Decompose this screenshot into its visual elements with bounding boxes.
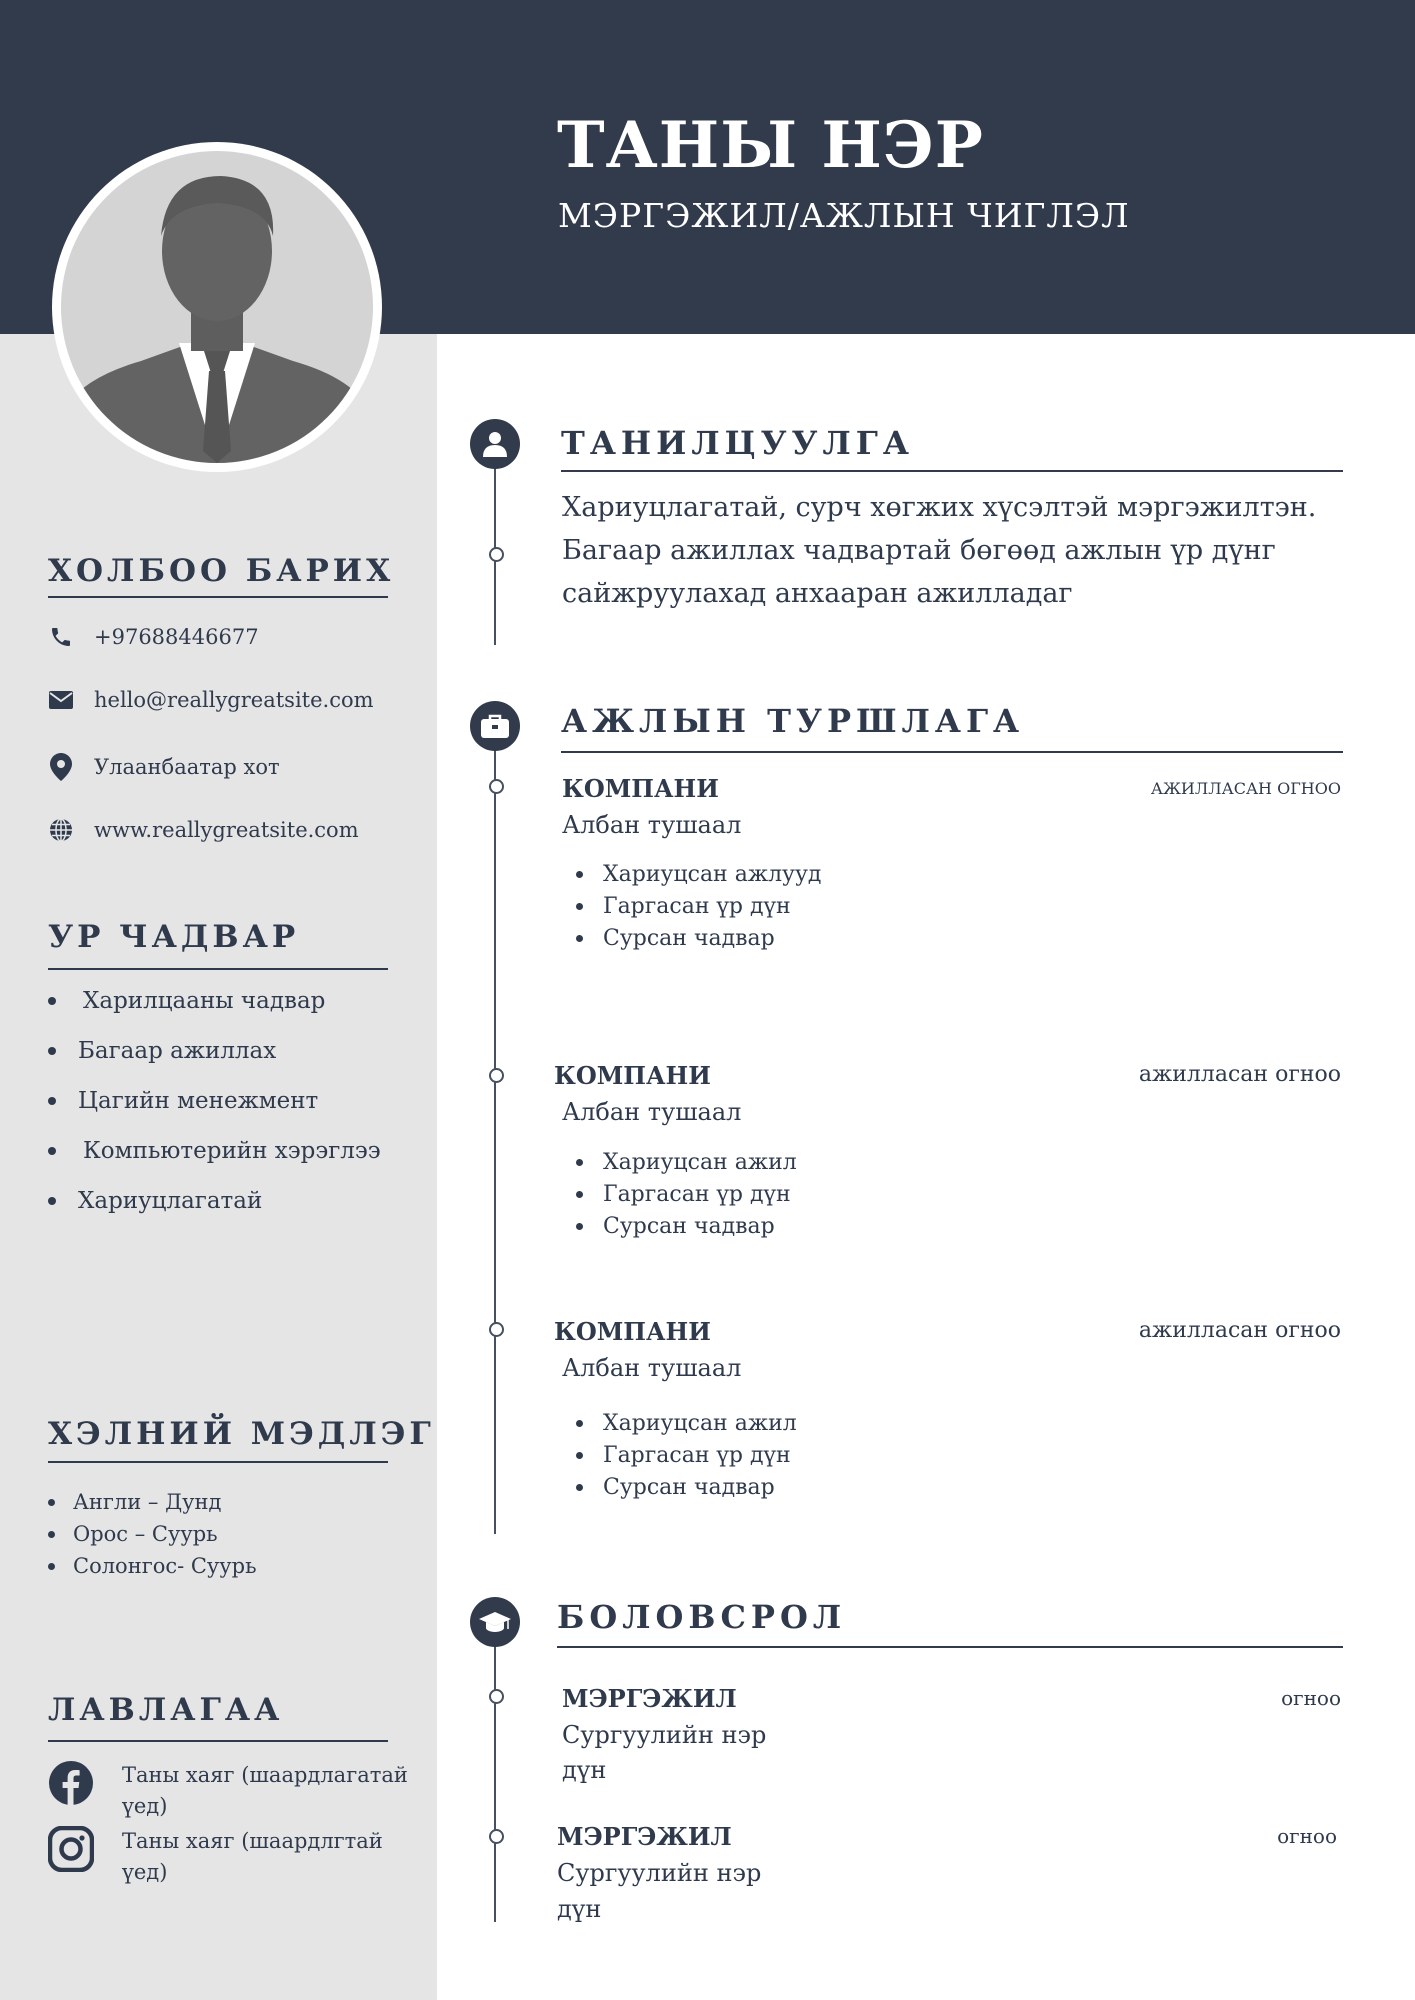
phone-number: +97688446677	[94, 625, 259, 649]
job-date: ажилласан огноо	[1138, 1062, 1341, 1087]
skill-item: Багаар ажиллах	[48, 1038, 276, 1064]
school-name: Сургуулийн нэр	[557, 1859, 762, 1887]
job-bullet: Сурсан чадвар	[576, 926, 775, 951]
avatar-silhouette-icon	[61, 151, 373, 463]
facebook-handle: Таны хаяг (шаардлагатай үед)	[122, 1763, 408, 1818]
company-name: КОМПАНИ	[554, 1061, 711, 1090]
job-bullet: Гаргасан үр дүн	[576, 894, 791, 919]
languages-divider	[48, 1461, 388, 1463]
timeline-node	[489, 1689, 504, 1704]
education-result: дүн	[557, 1895, 602, 1923]
timeline-line	[494, 1620, 496, 1922]
full-name: ТАНЫ НЭР	[557, 108, 984, 183]
skill-item: Цагийн менежмент	[48, 1088, 318, 1114]
timeline-node	[489, 1068, 504, 1083]
instagram-icon	[48, 1826, 96, 1874]
job-bullet: Хариуцсан ажил	[576, 1411, 797, 1436]
profile-photo	[52, 142, 382, 472]
degree-name: МЭРГЭЖИЛ	[557, 1822, 732, 1851]
contact-phone[interactable]	[48, 622, 259, 652]
intro-divider	[561, 470, 1343, 472]
timeline-node	[489, 779, 504, 794]
skills-divider	[48, 968, 388, 970]
map-pin-icon	[48, 754, 74, 780]
language-item: Солонгос- Суурь	[48, 1554, 257, 1578]
education-date: огноо	[1277, 1824, 1337, 1848]
email-address: hello@reallygreatsite.com	[94, 688, 374, 712]
job-bullet: Гаргасан үр дүн	[576, 1443, 791, 1468]
job-bullet: Сурсан чадвар	[576, 1475, 775, 1500]
envelope-icon	[48, 687, 74, 713]
references-divider	[48, 1740, 388, 1742]
language-item: Англи – Дунд	[48, 1490, 221, 1514]
job-bullet: Сурсан чадвар	[576, 1214, 775, 1239]
experience-heading: АЖЛЫН ТУРШЛАГА	[561, 702, 1025, 740]
education-date: огноо	[1281, 1686, 1341, 1710]
job-bullet: Гаргасан үр дүн	[576, 1182, 791, 1207]
facebook-icon	[48, 1760, 96, 1808]
education-result: дүн	[562, 1756, 607, 1784]
references-heading: ЛАВЛАГАА	[48, 1692, 284, 1728]
profession-title: МЭРГЭЖИЛ/АЖЛЫН ЧИГЛЭЛ	[558, 196, 1130, 235]
job-bullet: Хариуцсан ажил	[576, 1150, 797, 1175]
job-position: Албан тушаал	[562, 811, 742, 839]
education-section-badge	[470, 1597, 520, 1647]
phone-icon	[48, 624, 74, 650]
timeline-line	[494, 720, 496, 1534]
intro-heading: ТАНИЛЦУУЛГА	[561, 424, 914, 462]
timeline-node	[489, 547, 504, 562]
intro-text: Хариуцлагатай, сурч хөгжих хүсэлтэй мэргэжилтэн. Багаар ажиллах чадвартай бөгөөд ажлын үр дүнг сайжруулахад анхааран ажилладаг	[562, 492, 1317, 609]
contact-heading: ХОЛБОО БАРИХ	[48, 553, 395, 589]
education-heading: БОЛОВСРОЛ	[557, 1598, 847, 1636]
reference-instagram[interactable]	[48, 1826, 392, 1888]
contact-website[interactable]	[48, 815, 359, 845]
job-position: Албан тушаал	[562, 1354, 742, 1382]
job-bullet: Хариуцсан ажлууд	[576, 862, 821, 887]
languages-heading: ХЭЛНИЙ МЭДЛЭГ	[48, 1416, 435, 1452]
graduation-cap-icon	[479, 1610, 511, 1634]
contact-divider	[48, 596, 388, 598]
timeline-node	[489, 1322, 504, 1337]
briefcase-icon	[481, 714, 509, 738]
timeline-line	[494, 440, 496, 645]
contact-email[interactable]	[48, 685, 374, 715]
timeline-node	[489, 1829, 504, 1844]
website-url: www.reallygreatsite.com	[94, 818, 359, 842]
contact-address	[48, 752, 280, 782]
skills-heading: УР ЧАДВАР	[48, 919, 300, 955]
address-text: Улаанбаатар хот	[94, 755, 280, 779]
job-position: Албан тушаал	[562, 1098, 742, 1126]
company-name: КОМПАНИ	[562, 774, 719, 803]
company-name: КОМПАНИ	[554, 1317, 711, 1346]
skill-item: Компьютерийн хэрэглээ	[48, 1138, 381, 1164]
experience-section-badge	[470, 701, 520, 751]
school-name: Сургуулийн нэр	[562, 1721, 767, 1749]
job-date: ажилласан огноо	[1138, 1318, 1341, 1343]
instagram-handle: Таны хаяг (шаардлгтай үед)	[122, 1829, 383, 1884]
intro-section-badge	[470, 419, 520, 469]
experience-divider	[561, 751, 1343, 753]
reference-facebook[interactable]	[48, 1760, 422, 1822]
language-item: Орос – Суурь	[48, 1522, 218, 1546]
skill-item: Харилцааны чадвар	[48, 988, 325, 1014]
globe-icon	[48, 817, 74, 843]
skill-item: Хариуцлагатай	[48, 1188, 262, 1214]
job-date: АЖИЛЛАСАН ОГНОО	[1150, 779, 1341, 798]
education-divider	[557, 1646, 1343, 1648]
degree-name: МЭРГЭЖИЛ	[562, 1684, 737, 1713]
user-icon	[483, 431, 507, 457]
